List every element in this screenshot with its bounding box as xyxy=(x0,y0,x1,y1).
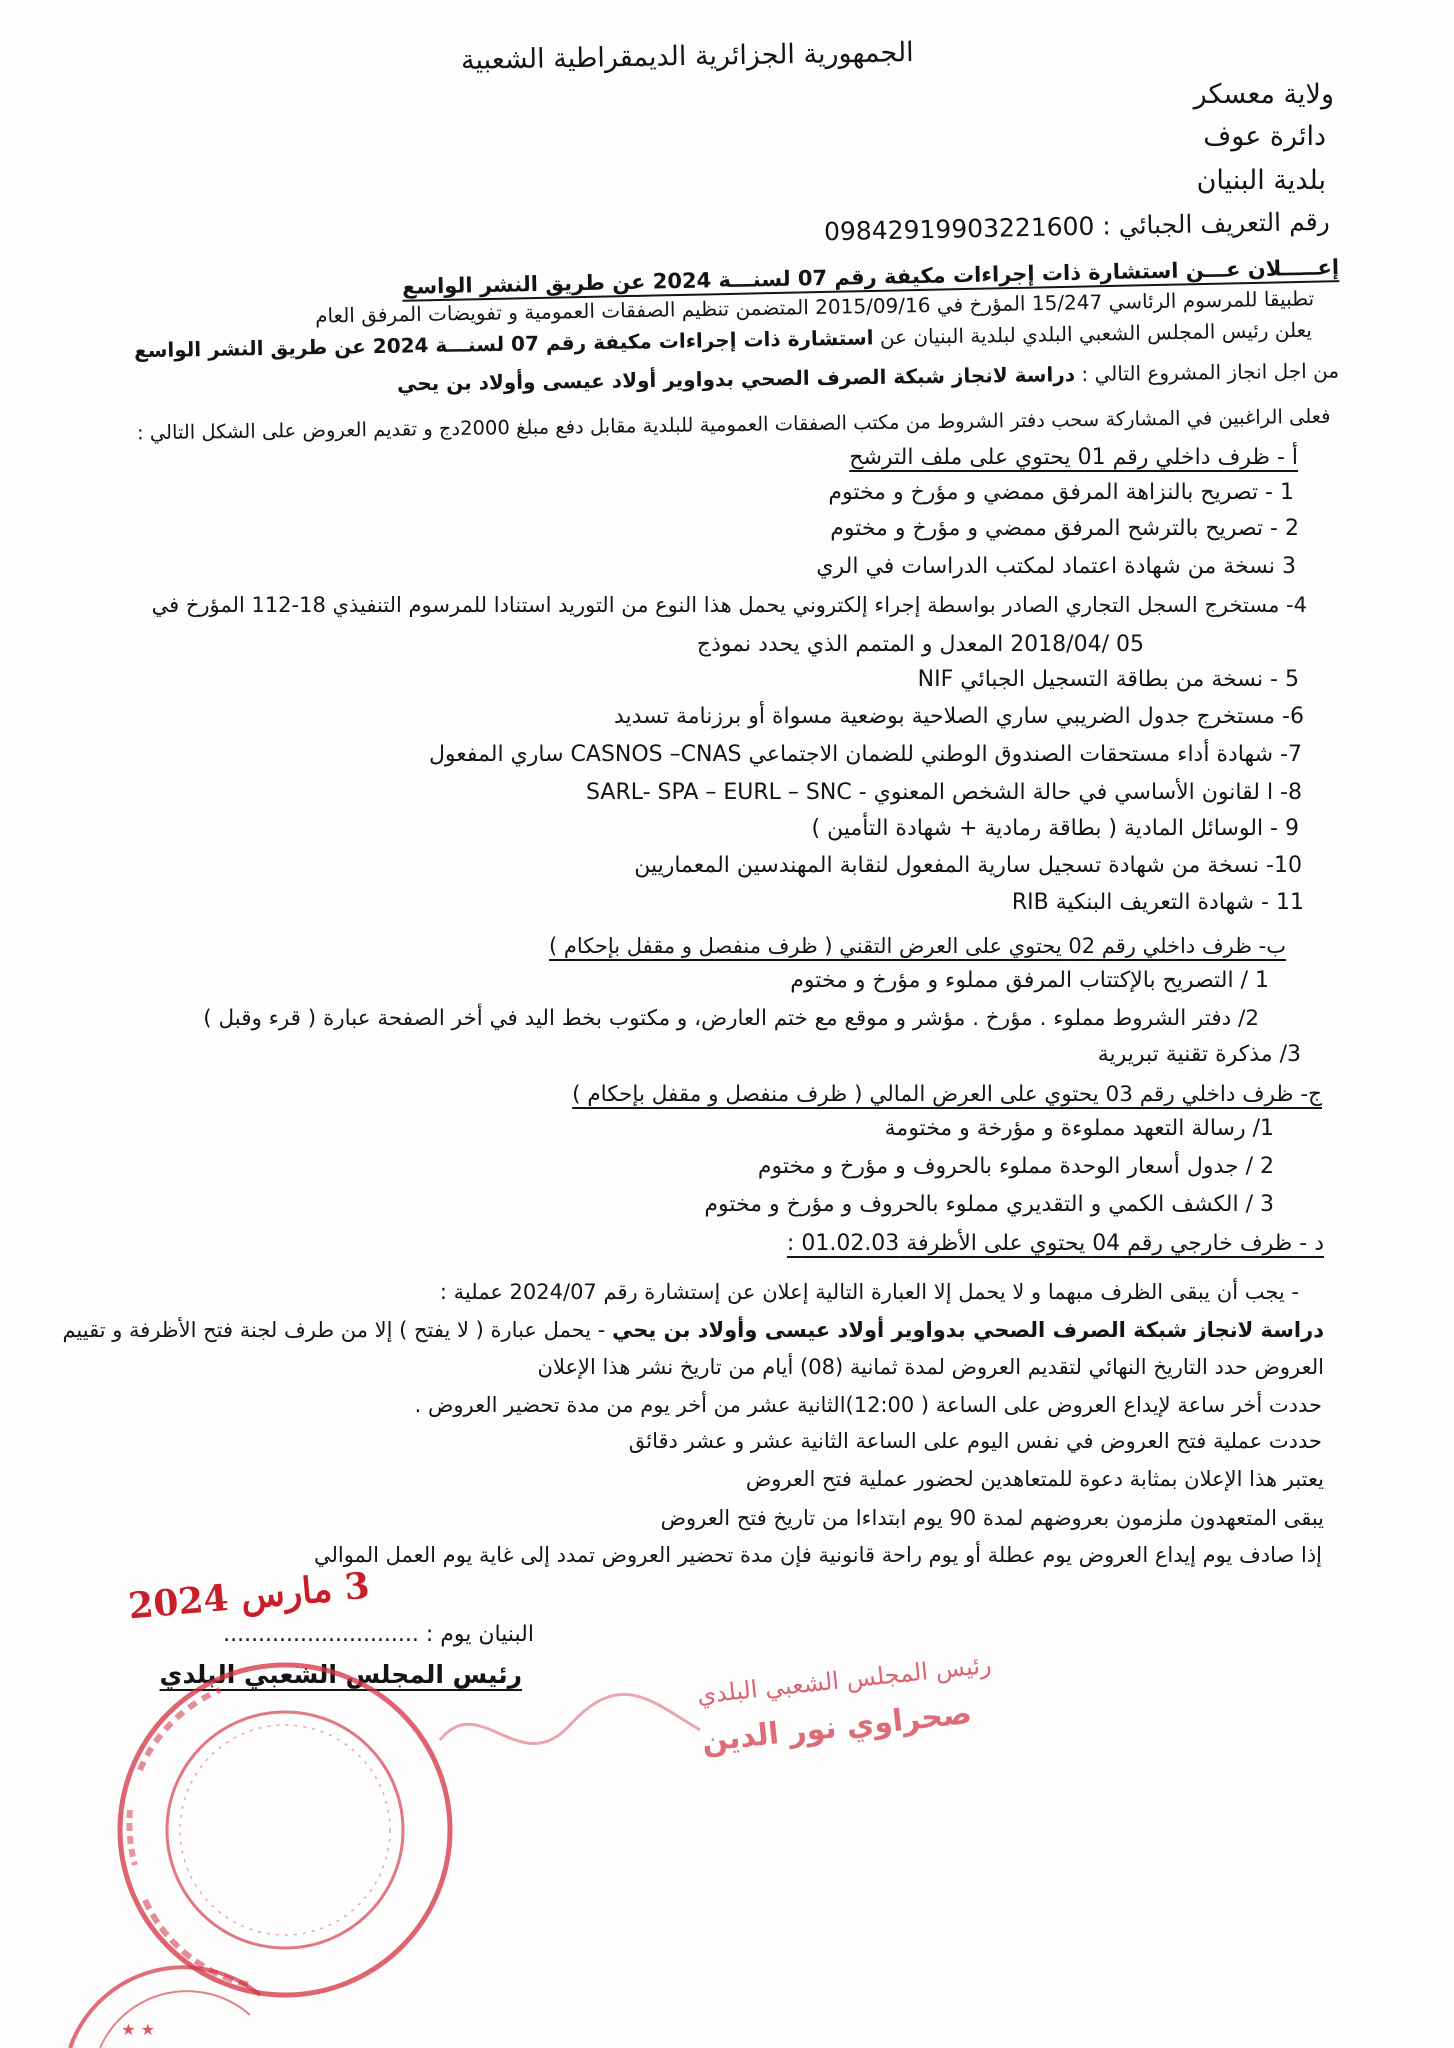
section-a-item-7: 7- شهادة أداء مستحقات الصندوق الوطني للضمان الاجتماعي CASNOS –CNAS ساري المفعول xyxy=(428,742,1302,767)
section-a-item-6: 6- مستخرج جدول الضريبي ساري الصلاحية بوضعية مسواة أو برزنامة تسديد xyxy=(613,704,1304,729)
project-name: دراسة لانجاز شبكة الصرف الصحي بدواوير أولاد عيسى وأولاد بن يحي xyxy=(396,362,1076,396)
intro-line-4: فعلى الراغبين في المشاركة سحب دفتر الشروط من مكتب الصفقات العمومية للبلدية مقابل دفع مبلغ 2000دج و تقديم العروض على الشكل التالي : xyxy=(136,404,1331,445)
section-d-line-2 xyxy=(62,1315,1324,1345)
section-d-line-3: العروض حدد التاريخ النهائي لتقديم العروض لمدة ثمانية (08) أيام من تاريخ نشر هذا الإعلان xyxy=(537,1355,1324,1379)
tax-id: رقم التعريف الجبائي : 09842919903221600 xyxy=(824,206,1331,247)
section-b-item-1: 1 / التصريح بالإكتتاب المرفق مملوء و مؤرخ و مختوم xyxy=(790,968,1269,993)
section-c-item-2: 2 / جدول أسعار الوحدة مملوء بالحروف و مؤرخ و مختوم xyxy=(757,1154,1274,1179)
section-a-item-4: 4- مستخرج السجل التجاري الصادر بواسطة إجراء إلكتروني يحمل هذا النوع من التوريد استنادا للمرسوم التنفيذي 18-112 المؤرخ في xyxy=(151,593,1307,617)
commune-name: بلدية البنيان xyxy=(1196,165,1326,196)
wilaya-name: ولاية معسكر xyxy=(1193,79,1334,110)
daira-name: دائرة عوف xyxy=(1203,121,1326,152)
section-d-line-5: حددت عملية فتح العروض في نفس اليوم على الساعة الثانية عشر و عشر دقائق xyxy=(628,1429,1322,1453)
seal-lettering-left xyxy=(129,1810,135,1865)
section-a-item-8: 8- ا لقانون الأساسي في حالة الشخص المعنوي - SARL- SPA – EURL – SNC xyxy=(586,780,1302,805)
section-b-item-2: 2/ دفتر الشروط مملوء . مؤرخ . مؤشر و موقع مع ختم العارض، و مكتوب بخط اليد في أخر الصفحة عبارة ( قرء وقبل ) xyxy=(203,1006,1259,1031)
section-c-heading: ج- ظرف داخلي رقم 03 يحتوي على العرض المالي ( ظرف منفصل و مقفل بإحكام ) xyxy=(572,1082,1322,1107)
section-d-line-4: حددت أخر ساعة لإيداع العروض على الساعة ( 12:00)الثانية عشر من أخر يوم من مدة تحضير العروض . xyxy=(414,1393,1322,1417)
intro-line-1: تطبيقا للمرسوم الرئاسي 15/247 المؤرخ في 2015/09/16 المتضمن تنظيم الصفقات العمومية و تفويضات المرفق العام xyxy=(314,286,1315,328)
signatory-title: رئيس المجلس الشعبي البلدي xyxy=(159,1660,522,1689)
section-a-item-5: 5 - نسخة من بطاقة التسجيل الجبائي NIF xyxy=(917,667,1299,692)
section-d-line-1: - يجب أن يبقى الظرف مبهما و لا يحمل إلا العبارة التالية إعلان عن إستشارة رقم 2024/07 عملية : xyxy=(439,1280,1299,1304)
section-b-item-3: 3/ مذكرة تقنية تبريرية xyxy=(1097,1042,1301,1067)
republic-heading: الجمهورية الجزائرية الديمقراطية الشعبية xyxy=(461,37,915,76)
section-d-project-name: دراسة لانجاز شبكة الصرف الصحي بدواوير أولاد عيسى وأولاد بن يحي xyxy=(612,1318,1324,1342)
section-a-item-11: 11 - شهادة التعريف البنكية RIB xyxy=(1011,890,1304,915)
date-stamp: 3 مارس 2024 xyxy=(126,1564,372,1628)
seal-inner-ring xyxy=(167,1712,403,1948)
section-a-heading: أ - ظرف داخلي رقم 01 يحتوي على ملف الترشح xyxy=(849,445,1298,470)
section-a-item-1: 1 - تصريح بالنزاهة المرفق ممضي و مؤرخ و مختوم xyxy=(828,480,1294,505)
partial-seal-ring xyxy=(70,1967,260,2048)
section-c-item-1: 1/ رسالة التعهد مملوءة و مؤرخة و مختومة xyxy=(884,1116,1274,1141)
section-d-line-6: يعتبر هذا الإعلان بمثابة دعوة للمتعاهدين لحضور عملية فتح العروض xyxy=(745,1467,1324,1491)
date-line: البنيان يوم : ............................ xyxy=(223,1622,534,1647)
section-d-line-7: يبقى المتعهدون ملزمون بعروضهم لمدة 90 يوم ابتداءا من تاريخ فتح العروض xyxy=(660,1506,1324,1530)
intro-line-3 xyxy=(397,355,1339,398)
signature-scribble xyxy=(440,1694,700,1743)
notice-title: إعـــــلان عـــن استشارة ذات إجراءات مكيفة رقم 07 لسنـــة 2024 عن طريق النشر الواسع xyxy=(401,255,1340,299)
section-d-heading: د - ظرف خارجي رقم 04 يحتوي على الأظرفة 01.02.03 : xyxy=(786,1231,1324,1256)
seal-dotted-ring xyxy=(180,1725,390,1935)
partial-seal-star-icon: ★ ★ xyxy=(121,2020,155,2039)
intro-line-2-text: يعلن رئيس المجلس الشعبي البلدي لبلدية البنيان عن xyxy=(879,317,1313,350)
section-c-item-3: 3 / الكشف الكمي و التقديري مملوء بالحروف و مؤرخ و مختوم xyxy=(704,1192,1274,1217)
section-d-line-8: إذا صادف يوم إيداع العروض يوم عطلة أو يوم راحة قانونية فإن مدة تحضير العروض تمدد إلى غاية يوم العمل الموالي xyxy=(313,1543,1322,1567)
intro-line-3-text: من اجل انجاز المشروع التالي : xyxy=(1081,358,1340,387)
section-a-item-3: 3 نسخة من شهادة اعتماد لمكتب الدراسات في الري xyxy=(816,554,1296,579)
section-a-item-2: 2 - تصريح بالترشح المرفق ممضي و مؤرخ و مختوم xyxy=(830,516,1299,541)
section-a-item-9: 9 - الوسائل المادية ( بطاقة رمادية + شهادة التأمين ) xyxy=(811,816,1299,841)
section-d-line-2-text: - يحمل عبارة ( لا يفتح ) إلا من طرف لجنة فتح الأظرفة و تقييم xyxy=(62,1318,606,1342)
section-a-item-10: 10- نسخة من شهادة تسجيل سارية المفعول لنقابة المهندسين المعماريين xyxy=(634,853,1302,878)
section-b-heading: ب- ظرف داخلي رقم 02 يحتوي على العرض التقني ( ظرف منفصل و مقفل بإحكام ) xyxy=(549,934,1286,958)
signature-stamp-title: رئيس المجلس الشعبي البلدي xyxy=(695,1650,993,1710)
signature-stamp-name: صحراوي نور الدين xyxy=(700,1695,974,1760)
partial-seal xyxy=(60,1935,260,2048)
section-a-item-4-cont: 05 /2018/04 المعدل و المتمم الذي يحدد نموذج xyxy=(696,632,1144,657)
intro-line-2-bold: استشارة ذات إجراءات مكيفة رقم 07 لسنـــة 2024 عن طريق النشر الواسع xyxy=(133,325,874,363)
